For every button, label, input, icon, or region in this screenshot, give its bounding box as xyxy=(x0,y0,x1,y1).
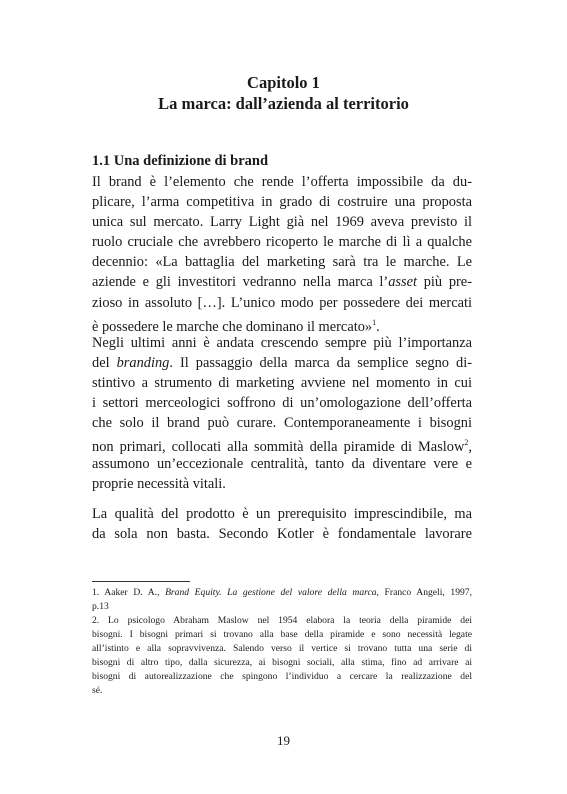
body-line xyxy=(92,433,472,456)
paragraph-1 xyxy=(92,172,472,333)
text-run: . Il passaggio della marca da semplice segno di- xyxy=(169,355,472,372)
footnote-ref: 2 xyxy=(464,438,469,448)
italic-term: asset xyxy=(388,274,418,291)
italic-term: branding xyxy=(116,355,170,372)
body-line: i settori merceologici soffrono di un’omologazione dell’offerta xyxy=(92,395,472,412)
text-run: , Franco Angeli, 1997, xyxy=(376,587,472,598)
section-heading: 1.1 Una definizione di brand xyxy=(92,153,269,169)
text-run: del xyxy=(92,355,117,372)
body-line xyxy=(92,353,472,373)
body-line xyxy=(92,272,472,292)
body-line: unica sul mercato. Larry Light già nel 1969 aveva previsto il xyxy=(92,214,472,231)
chapter-title: La marca: dall’azienda al territorio xyxy=(158,94,409,113)
footnote-line: sé. xyxy=(92,685,103,696)
footnote-line: bisogni di autorealizzazione che spingono l’individuo a cercare la realizzazione del xyxy=(92,671,472,682)
text-run: è possedere le marche che dominano il mercato» xyxy=(92,318,373,335)
body-line: che solo il brand può curare. Contemporaneamente i bisogni xyxy=(92,415,472,432)
footnote-ref: 1 xyxy=(372,317,377,327)
paragraph-3 xyxy=(92,504,472,544)
body-line: da sola non basta. Secondo Kotler è fondamentale lavorare xyxy=(92,526,472,543)
body-line: stintivo a strumento di marketing avviene nel momento in cui xyxy=(92,375,472,392)
body-line xyxy=(92,313,472,333)
footnote-line xyxy=(92,586,472,600)
footnote-line: all’istinto e alla sopravvivenza. Salendo verso il vertice si trovano tutta una serie di xyxy=(92,643,472,654)
page-number: 19 xyxy=(277,733,290,748)
text-run: 1. Aaker D. A., xyxy=(92,587,166,598)
footnote-line: 2. Lo psicologo Abraham Maslow nel 1954 elabora la teoria della piramide dei xyxy=(92,615,472,626)
text-run: non primari, collocati alla sommità della piramide di Maslow xyxy=(92,439,465,456)
body-line: assumono un’eccezionale centralità, tanto da diventare vere e xyxy=(92,455,472,472)
body-line: decennio: «La battaglia del marketing sarà tra le marche. Le xyxy=(92,254,472,271)
body-line: plicare, l’arma competitiva in grado di costruire una proposta xyxy=(92,194,472,211)
footnote-line: p.13 xyxy=(92,601,109,612)
body-line: La qualità del prodotto è un prerequisito imprescindibile, ma xyxy=(92,506,472,522)
paragraph-2 xyxy=(92,333,472,494)
body-line: zioso in assoluto […]. L’unico modo per possedere dei mercati xyxy=(92,294,472,311)
footnote-line: bisogni. I bisogni primari si trovano alla base della piramide e sono necessità legate xyxy=(92,629,472,640)
chapter-number: Capitolo 1 xyxy=(247,73,320,92)
body-line: proprie necessità vitali. xyxy=(92,475,226,492)
footnote-divider xyxy=(92,581,190,582)
footnote-line: bisogni di altro tipo, dalla sicurezza, ai bisogni sociali, alla stima, fino ad arrivare ai xyxy=(92,657,472,668)
body-line: Negli ultimi anni è andata crescendo sempre più l’importanza xyxy=(92,335,472,351)
body-line: Il brand è l’elemento che rende l’offerta impossibile da du- xyxy=(92,174,472,190)
text-run: , xyxy=(468,439,472,456)
text-run: aziende e gli investitori vedranno nella marca l’ xyxy=(92,274,389,291)
footnotes xyxy=(92,586,472,698)
italic-title: Brand Equity. La gestione del valore della marca xyxy=(165,587,377,598)
text-run: . xyxy=(376,318,380,335)
body-line: ruolo cruciale che avrebbero ricoperto le marche di lì a qualche xyxy=(92,234,472,251)
text-run: più pre- xyxy=(417,274,472,291)
